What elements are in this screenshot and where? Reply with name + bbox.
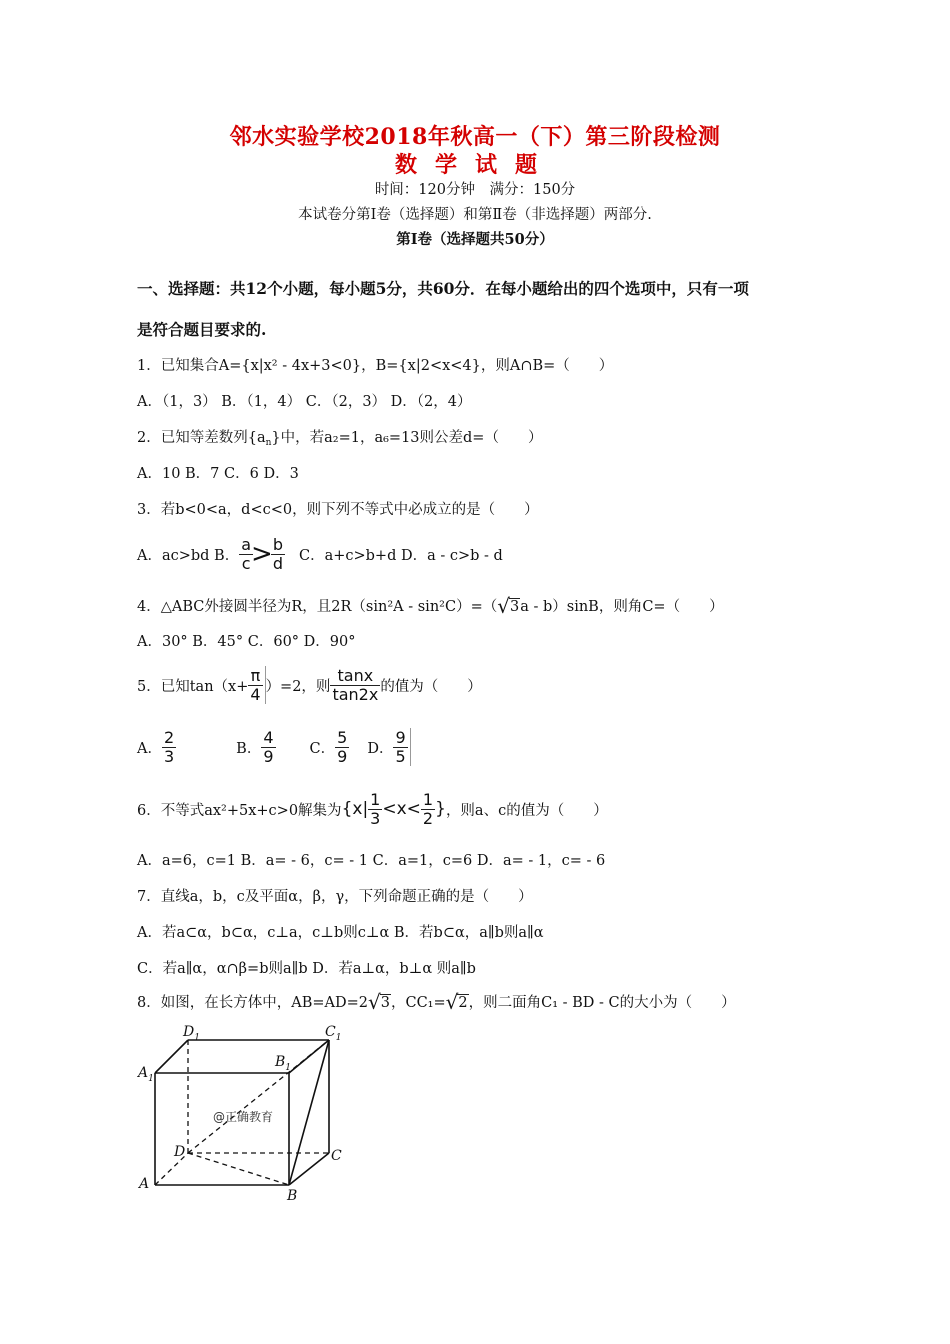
label-B1: $B_1$ [275,1054,292,1073]
q5-fraction-tanx-over-tan2x: $\frac{\tan x}{\tan 2x}$ [332,665,379,704]
q5-stem-part: 5．已知tan（x+ [137,678,249,695]
q7-stem: 7．直线a，b，c及平面α，β，γ，下列命题正确的是（ ） [137,889,533,905]
q3-options [137,534,503,574]
q1-options: A．（1，3） B．（1，4） C．（2，3） D．（2，4） [137,394,472,410]
label-B: B [287,1188,298,1202]
label-A1: $A_1$ [138,1065,154,1084]
q3-stem: 3．若b<0<a，d<c<0，则下列不等式中必成立的是（ ） [137,502,539,518]
q8-stem-part: 8．如图，在长方体中，AB=AD=2 [137,995,368,1011]
q2-stem [137,426,542,448]
segment-C1-B [289,1040,329,1185]
q3-option-cd: C．a+c>b+d D．a - c>b - d [298,547,503,564]
label-C1: $C_1$ [325,1024,342,1043]
q6-fraction-one-third: $\frac{1}{3}$ [370,789,381,828]
q4-options: A．30° B．45° C．60° D．90° [137,634,356,650]
q8-sqrt-value-1: 3 [380,995,390,1011]
q6-fraction-one-half: $\frac{1}{2}$ [422,789,434,828]
section1-instruction-line1: 一、选择题：共12个小题，每小题5分，共60分．在每小题给出的四个选项中，只有一项 [137,279,749,298]
paper-description: 本试卷分第Ⅰ卷（选择题）和第Ⅱ卷（非选择题）两部分. [298,207,652,223]
q5-option-c-label: C． [309,740,336,757]
subject-title: 数学试题 [394,152,555,178]
q4-sqrt-value: 3 [509,599,520,615]
q5-stem [137,662,482,708]
q5-option-d-label: D． [367,740,394,757]
q5-options [137,724,411,770]
q4-stem-part: a - b）sinB，则角C=（ ） [520,599,724,615]
q5-option-c-fraction: $\frac{5}{9}$ [337,727,348,766]
label-D: D [174,1144,186,1160]
edge-A1-D1 [155,1040,188,1073]
q5-option-b-fraction: $\frac{4}{9}$ [263,727,274,766]
cuboid-figure [133,1022,348,1202]
hidden-segment-D-B [188,1153,289,1185]
label-D1: $D_1$ [183,1024,200,1043]
edge-B-C [289,1153,329,1185]
q7-options-ab: A．若a⊂α，b⊂α，c⊥a，c⊥b则c⊥α B．若b⊂α，a∥b则a∥α [137,925,544,941]
q8-stem [137,990,736,1014]
q8-sqrt-value-2: 2 [458,995,468,1011]
school-title: 邻水实验学校2018年秋高一（下）第三阶段检测 [229,124,721,150]
q2-subscript: n [265,438,272,448]
q5-option-a-fraction: $\frac{2}{3}$ [163,727,175,766]
q8-stem-part: ，CC₁= [390,995,446,1011]
q2-stem-part: 2．已知等差数列{a [137,430,266,446]
q6-stem-part: ，则a、c的值为（ ） [445,802,608,819]
label-A: A [139,1176,150,1192]
q6-stem [137,786,608,832]
q5-fraction-pi-over-4: $\frac{\pi}{4}$ [250,665,261,704]
label-C: C [331,1148,342,1164]
q3-option-a: A．ac>bd B． [137,547,240,564]
q5-option-b-label: B． [236,740,262,757]
q6-inequality: <x< [382,799,421,819]
q6-stem-part: 6．不等式ax²+5x+c>0解集为 [137,802,342,819]
q6-set-open: {x| [341,799,369,819]
q5-option-a-label: A． [137,740,162,757]
q4-stem [137,594,724,618]
q8-stem-part: ，则二面角C₁ - BD - C的大小为（ ） [468,995,736,1011]
figure-watermark: @正确教育 [213,1110,274,1124]
q7-options-cd: C．若a∥α，α∩β=b则a∥b D．若a⊥α，b⊥α 则a∥b [137,961,476,977]
q5-stem-part: ）=2，则 [265,678,331,695]
q2-stem-part: }中，若a₂=1，a₆=13则公差d=（ ） [271,430,543,446]
sqrt-sign: √ [445,990,459,1014]
q5-option-d-fraction: $\frac{9}{5}$ [395,727,406,766]
greater-than-sign: > [251,539,273,569]
sqrt-sign: √ [497,594,510,618]
q3-fraction-b-over-d: $\frac{b}{d}$ [272,534,283,573]
q3-fraction-a-over-c: $\frac{a}{c}$ [241,534,252,573]
q4-stem-part: 4．△ABC外接圆半径为R，且2R（sin²A - sin²C）=（ [137,599,498,615]
part1-title: 第Ⅰ卷（选择题共50分） [396,231,554,248]
q6-set-close: } [435,799,446,819]
time-info: 时间：120分钟 满分：150分 [374,182,576,198]
q6-options: A．a=6，c=1 B．a= - 6，c= - 1 C．a=1，c=6 D．a= - 1，c= - 6 [137,853,606,869]
sqrt-sign: √ [367,990,381,1014]
hidden-segment-D-C1 [188,1040,329,1153]
section1-instruction-line2: 是符合题目要求的. [137,320,267,339]
q1-stem: 1．已知集合A={x|x² - 4x+3<0}，B={x|2<x<4}，则A∩B=（ ） [137,358,614,374]
q2-options: A．10 B．7 C．6 D．3 [137,466,299,482]
divider-bar [410,728,411,766]
q5-stem-part: 的值为（ ） [380,678,482,695]
